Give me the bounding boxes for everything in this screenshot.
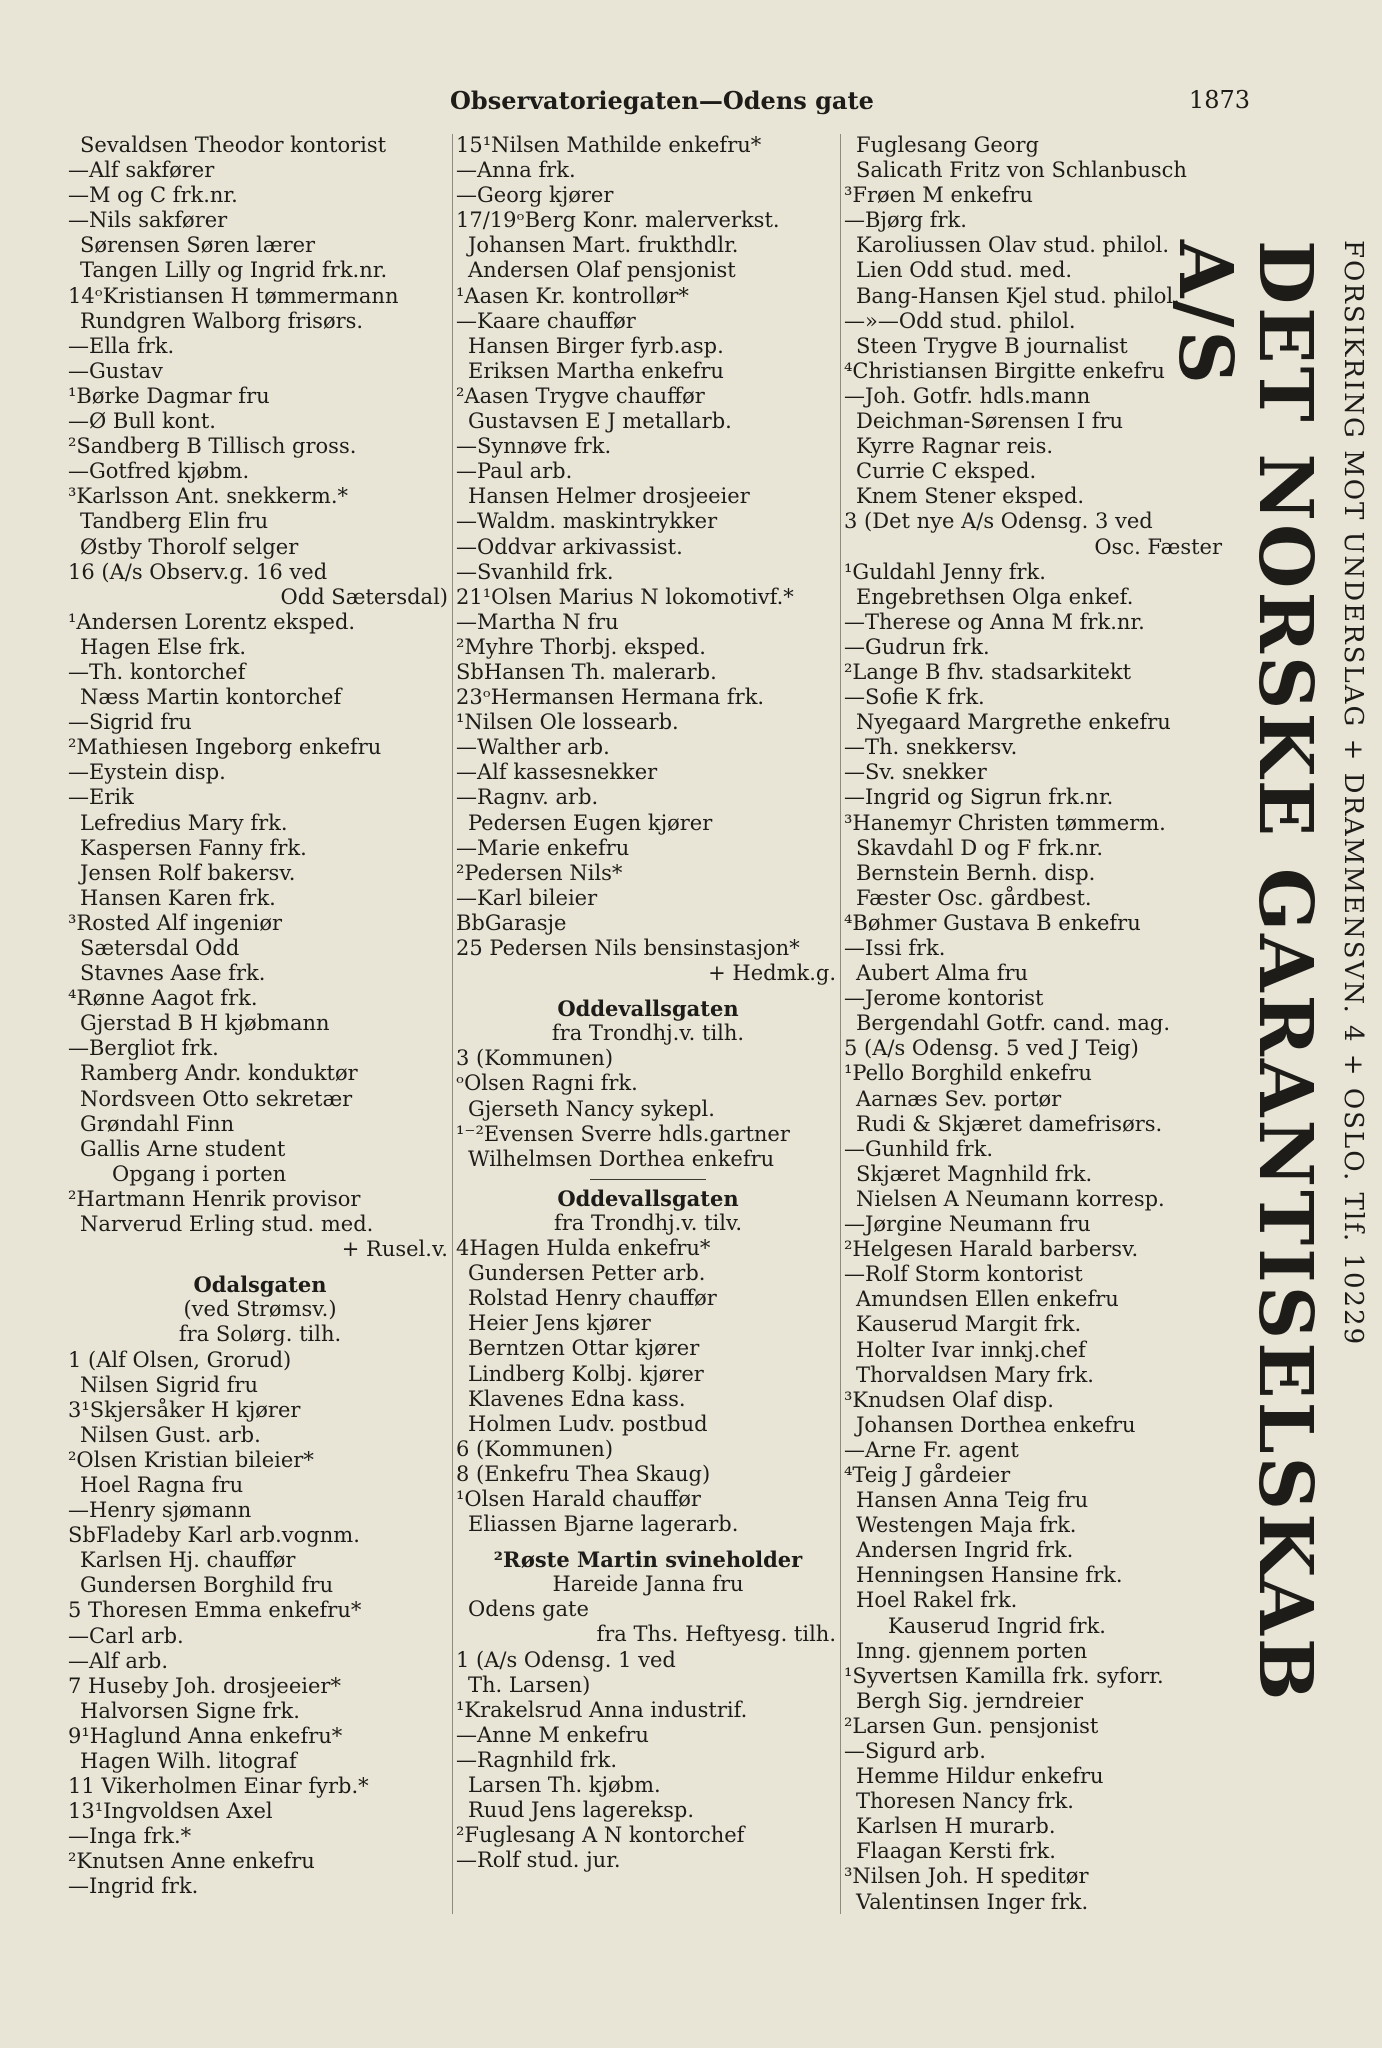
directory-entry: —Ragnhild frk. [456,1747,618,1772]
directory-entry: Grøndahl Finn [80,1111,235,1136]
page-title: Observatoriegaten—Odens gate [450,86,874,115]
directory-entry: 7 Huseby Joh. drosjeeier* [68,1673,341,1698]
directory-entry: Gustavsen E J metallarb. [468,409,732,434]
directory-entry: 11 Vikerholmen Einar fyrb.* [68,1774,369,1799]
directory-entry: Opgang i porten [112,1161,287,1186]
directory-entry: —Th. snekkersv. [844,735,1018,760]
directory-entry: Nordsveen Otto sekretær [80,1086,353,1111]
directory-entry: Andersen Ingrid frk. [856,1538,1074,1563]
directory-entry: Hagen Else frk. [80,634,247,659]
directory-entry: ²Aasen Trygve chauffør [456,383,705,408]
directory-entry: ²Helgesen Harald barbersv. [844,1237,1139,1262]
directory-entry: 9¹Haglund Anna enkefru* [68,1723,343,1748]
directory-entry: —Kaare chauffør [456,308,636,333]
directory-entry: —»—Odd stud. philol. [844,308,1076,333]
directory-entry-continuation: Osc. Fæster [1094,534,1222,559]
directory-entry: Pedersen Eugen kjører [468,810,713,835]
directory-entry: Kaspersen Fanny frk. [80,835,307,860]
directory-entry: Nilsen Sigrid fru [80,1372,258,1397]
directory-entry: Gallis Arne student [80,1136,286,1161]
directory-entry: Johansen Dorthea enkefru [856,1412,1136,1437]
directory-entry: Karoliussen Olav stud. philol. [856,233,1169,258]
directory-entry: ⁴Rønne Aagot frk. [68,986,258,1011]
directory-entry: Sevaldsen Theodor kontorist [80,133,387,157]
street-heading: (ved Strømsv.) [183,1297,337,1322]
directory-entry: Nielsen A Neumann korresp. [856,1186,1165,1211]
directory-entry: Larsen Th. kjøbm. [468,1773,661,1797]
directory-entry: ⁴Bøhmer Gustava B enkefru [844,910,1141,935]
directory-entry: Heier Jens kjører [468,1311,651,1336]
directory-entry: Halvorsen Signe frk. [80,1698,300,1723]
directory-entry: Tandberg Elin fru [80,509,269,534]
directory-entry: Westengen Maja frk. [856,1513,1077,1538]
directory-entry: —Rolf Storm kontorist [844,1262,1083,1287]
directory-entry: —Eystein disp. [68,760,226,785]
directory-entry: ¹Nilsen Ole lossearb. [456,710,679,735]
directory-entry: 1 (A/s Odensg. 1 ved [456,1647,676,1672]
directory-entry: —Sofie K frk. [844,685,985,710]
directory-entry: —Gotfred kjøbm. [68,459,250,484]
directory-entry: Deichman-Sørensen I fru [856,409,1124,434]
directory-entry: Thoresen Nancy frk. [856,1789,1074,1814]
directory-entry: ²Knutsen Anne enkefru [68,1849,315,1874]
directory-entry: Hoel Ragna fru [80,1472,244,1497]
directory-entry: Klavenes Edna kass. [468,1386,686,1411]
directory-entry: Eriksen Martha enkefru [468,358,724,383]
directory-entry: —Ingrid og Sigrun frk.nr. [844,785,1114,810]
directory-entry: ²Lange B fhv. stadsarkitekt [844,659,1132,684]
directory-entry: Flaagan Kersti frk. [856,1839,1056,1864]
directory-entry-continuation: + Rusel.v. [341,1237,448,1262]
directory-entry: —M og C frk.nr. [68,183,238,208]
directory-entry: ³Hanemyr Christen tømmerm. [844,810,1166,835]
street-heading: Oddevallsgaten [557,996,739,1022]
directory-entry: Karlsen H murarb. [856,1814,1056,1839]
street-heading: fra Trondhj.v. tilh. [551,1021,745,1046]
directory-entry: 3¹Skjersåker H kjører [68,1397,301,1422]
directory-entry: Salicath Fritz von Schlanbusch [856,158,1187,183]
directory-entry: Wilhelmsen Dorthea enkefru [468,1146,775,1171]
directory-entry: ³Karlsson Ant. snekkerm.* [68,484,348,509]
directory-entry: 5 Thoresen Emma enkefru* [68,1598,362,1623]
directory-entry: Hoel Rakel frk. [856,1588,1018,1613]
directory-entry: 23ᵒHermansen Hermana frk. [456,685,765,710]
directory-entry: Ramberg Andr. konduktør [80,1061,358,1086]
directory-entry: Lefredius Mary frk. [80,810,288,835]
directory-entry: Fuglesang Georg [856,133,1039,157]
directory-entry: Skavdahl D og F frk.nr. [856,835,1104,860]
directory-entry: ³Knudsen Olaf disp. [844,1387,1054,1412]
directory-entry: BbGarasje [456,910,567,935]
street-heading: fra Solørg. tilh. [178,1322,342,1347]
directory-entry: —Svanhild frk. [456,559,614,584]
directory-entry: —Marie enkefru [456,835,630,860]
directory-entry: —Karl bileier [456,885,598,910]
street-heading: Hareide Janna fru [552,1572,744,1597]
directory-entry: ¹Krakelsrud Anna industrif. [456,1697,748,1722]
directory-entry: 5 (A/s Odensg. 5 ved J Teig) [844,1036,1139,1061]
directory-entry: —Rolf stud. jur. [456,1848,621,1873]
directory-entry: Bernstein Bernh. disp. [856,860,1096,885]
directory-entry: —Georg kjører [456,183,614,208]
directory-entry-continuation: Odd Sætersdal) [280,584,448,609]
directory-entry: Gundersen Petter arb. [468,1261,706,1286]
directory-entry: Aarnæs Sev. portør [856,1086,1062,1111]
directory-entry: ²Myhre Thorbj. eksped. [456,634,706,659]
directory-entry: Amundsen Ellen enkefru [856,1287,1119,1312]
page-number: 1873 [1188,86,1250,114]
directory-entry: 3 (Det nye A/s Odensg. 3 ved [844,509,1153,534]
section-spacer [456,986,840,996]
directory-entry: Gjerseth Nancy sykepl. [468,1096,715,1121]
directory-entry: ¹Syvertsen Kamilla frk. syforr. [844,1663,1164,1688]
directory-entry: ²Mathiesen Ingeborg enkefru [68,735,382,760]
directory-entry: Stavnes Aase frk. [80,961,266,986]
directory-entry: Currie C eksped. [856,459,1037,484]
directory-entry: Steen Trygve B journalist [856,333,1128,358]
directory-entry: Holmen Ludv. postbud [468,1411,708,1436]
directory-entry: ²Fuglesang A N kontorchef [456,1823,745,1848]
directory-entry: ¹Guldahl Jenny frk. [844,559,1046,584]
directory-entry: —Issi frk. [844,936,946,960]
street-heading: Odalsgaten [193,1272,327,1298]
directory-entry: —Jørgine Neumann fru [844,1212,1091,1237]
directory-entry: Jensen Rolf bakersv. [80,860,296,885]
directory-entry: Bang-Hansen Kjel stud. philol. [856,283,1180,308]
column-3 [844,133,1226,1915]
directory-entry: ²Larsen Gun. pensjonist [844,1713,1099,1738]
directory-entry: —Sv. snekker [844,760,987,785]
street-heading: ²Røste Martin svineholder [493,1547,803,1573]
directory-entry: —Th. kontorchef [68,659,246,684]
section-rule [456,1172,840,1186]
directory-entry-continuation: + Hedmk.g. [708,961,836,986]
directory-entry: —Alf sakfører [68,158,215,183]
directory-entry: —Waldm. maskintrykker [456,509,718,534]
directory-entry: Kauserud Margit frk. [856,1312,1082,1337]
directory-entry: 17/19ᵒBerg Konr. malerverkst. [456,208,780,233]
advert-company-name: DET NORSKE GARANTISELSKAB A/S [1162,240,1328,1704]
directory-entry: —Paul arb. [456,459,573,484]
street-heading: Oddevallsgaten [557,1185,739,1211]
directory-entry: —Therese og Anna M frk.nr. [844,609,1145,634]
directory-entry: —Arne Fr. agent [844,1437,1019,1462]
directory-entry: Rundgren Walborg frisørs. [80,308,364,333]
directory-entry: —Inga frk.* [68,1824,192,1849]
directory-entry: 13¹Ingvoldsen Axel [68,1799,273,1824]
directory-entry: —Martha N fru [456,609,619,634]
directory-entry: Sætersdal Odd [80,936,240,960]
directory-entry: 21¹Olsen Marius N lokomotivf.* [456,584,794,609]
directory-entry: Næss Martin kontorchef [80,685,342,710]
directory-entry: Hansen Karen frk. [80,885,276,910]
directory-entry: —Walther arb. [456,735,610,760]
section-spacer [456,1537,840,1547]
directory-entry-continuation: fra Ths. Heftyesg. tilh. [596,1622,836,1647]
directory-entry: SbHansen Th. malerarb. [456,659,717,684]
directory-entry: Hemme Hildur enkefru [856,1764,1104,1789]
directory-entry: ²Hartmann Henrik provisor [68,1186,361,1211]
column-2 [456,133,840,1873]
directory-entry: —Alf arb. [68,1648,169,1673]
directory-entry: ¹Olsen Harald chauffør [456,1486,701,1511]
directory-entry: SbFladeby Karl arb.vognm. [68,1523,360,1548]
directory-entry: Bergendahl Gotfr. cand. mag. [856,1011,1171,1036]
directory-entry: Johansen Mart. frukthdlr. [468,233,739,258]
directory-entry: ¹Pello Borghild enkefru [844,1061,1092,1086]
directory-entry: Thorvaldsen Mary frk. [856,1362,1094,1387]
directory-entry: Inng. gjennem porten [856,1638,1088,1663]
directory-entry: ¹⁻²Evensen Sverre hdls.gartner [456,1121,790,1146]
directory-entry: —Ø Bull kont. [68,409,216,434]
directory-entry: —Oddvar arkivassist. [456,534,683,559]
directory-entry: —Ingrid frk. [68,1874,199,1899]
directory-entry: Fæster Osc. gårdbest. [856,885,1092,910]
directory-entry: ³Nilsen Joh. H speditør [844,1864,1089,1889]
directory-entry: Knem Stener eksped. [856,484,1085,509]
directory-entry: Gjerstad B H kjøbmann [80,1011,330,1036]
directory-entry: Odens gate [468,1597,589,1622]
directory-entry: —Gustav [68,358,163,383]
directory-entry: 1 (Alf Olsen, Grorud) [68,1347,292,1372]
advertisement-sidebar [1162,240,1382,1760]
directory-entry: —Jerome kontorist [844,986,1044,1011]
directory-entry: 14ᵒKristiansen H tømmermann [68,283,399,308]
section-spacer [68,1262,452,1272]
directory-entry: Holter Ivar innkj.chef [856,1337,1086,1362]
directory-entry: Østby Thorolf selger [80,534,299,559]
directory-entry: ¹Børke Dagmar fru [68,383,270,408]
directory-entry: ²Pedersen Nils* [456,860,623,885]
directory-entry: Ruud Jens lagereksp. [468,1798,694,1823]
directory-entry: 4Hagen Hulda enkefru* [456,1236,711,1261]
column-divider [840,134,841,1914]
directory-entry: Henningsen Hansine frk. [856,1563,1123,1588]
directory-entry: ²Sandberg B Tillisch gross. [68,434,357,459]
directory-entry: —Gudrun frk. [844,634,990,659]
directory-entry: —Henry sjømann [68,1498,252,1523]
street-heading: fra Trondhj.v. tilv. [553,1210,742,1235]
directory-entry: Skjæret Magnhild frk. [856,1161,1093,1186]
directory-entry: Nilsen Gust. arb. [80,1422,261,1447]
directory-entry: Lindberg Kolbj. kjører [468,1361,704,1386]
directory-entry: 3 (Kommunen) [456,1046,614,1071]
directory-entry: Lien Odd stud. med. [856,258,1073,283]
directory-entry: ²Olsen Kristian bileier* [68,1447,314,1472]
directory-entry: ᵒOlsen Ragni frk. [456,1071,638,1096]
directory-entry: ³Frøen M enkefru [844,183,1033,208]
directory-entry: Hagen Wilh. litograf [80,1749,297,1773]
directory-entry: Andersen Olaf pensjonist [468,258,736,283]
column-divider [452,134,453,1914]
directory-entry: —Sigrid fru [68,710,192,735]
directory-entry: —Alf kassesnekker [456,760,658,785]
directory-entry: Eliassen Bjarne lagerarb. [468,1512,739,1537]
directory-entry: Berntzen Ottar kjører [468,1336,700,1361]
directory-entry: —Bjørg frk. [844,208,967,233]
directory-entry: Hansen Helmer drosjeeier [468,484,750,509]
directory-entry: —Sigurd arb. [844,1739,986,1763]
page-header [60,86,1250,126]
directory-entry: —Anna frk. [456,158,576,183]
directory-entry: ⁴Christiansen Birgitte enkefru [844,358,1165,383]
directory-entry: Aubert Alma fru [856,961,1029,986]
directory-entry: —Anne M enkefru [456,1722,649,1747]
directory-entry: —Gunhild frk. [844,1136,994,1161]
directory-entry: Hansen Anna Teig fru [856,1488,1089,1513]
directory-entry: —Erik [68,785,134,810]
column-1 [68,133,452,1900]
directory-entry: —Ragnv. arb. [456,785,599,810]
directory-entry: 8 (Enkefru Thea Skaug) [456,1461,711,1486]
advert-tagline: FORSIKRING MOT UNDERSLAG + DRAMMENSVN. 4 + OSLO. Tlf. 10229 [1338,240,1368,1347]
directory-entry: —Synnøve frk. [456,434,612,459]
directory-entry: ³Rosted Alf ingeniør [68,910,282,935]
directory-entry: —Nils sakfører [68,208,228,233]
directory-entry: Tangen Lilly og Ingrid frk.nr. [80,258,388,283]
directory-entry: 16 (A/s Observ.g. 16 ved [68,559,328,584]
directory-entry: Nyegaard Margrethe enkefru [856,710,1171,735]
directory-entry: Hansen Birger fyrb.asp. [468,333,724,358]
directory-entry: 6 (Kommunen) [456,1436,614,1461]
directory-entry: 25 Pedersen Nils bensinstasjon* [456,936,800,960]
directory-entry: —Ella frk. [68,333,175,358]
directory-entry: —Carl arb. [68,1623,184,1648]
directory-entry: Gundersen Borghild fru [80,1573,334,1598]
directory-entry: 15¹Nilsen Mathilde enkefru* [456,133,762,157]
directory-entry: ¹Aasen Kr. kontrollør* [456,283,689,308]
directory-entry: Kauserud Ingrid frk. [888,1613,1106,1638]
directory-entry: Th. Larsen) [468,1672,591,1697]
directory-entry: Narverud Erling stud. med. [80,1212,374,1237]
directory-entry: Karlsen Hj. chauffør [80,1548,296,1573]
directory-entry: Rudi & Skjæret damefrisørs. [856,1111,1163,1136]
directory-entry: ¹Andersen Lorentz eksped. [68,609,356,634]
directory-entry: Kyrre Ragnar reis. [856,434,1054,459]
directory-entry: Valentinsen Inger frk. [856,1889,1089,1914]
directory-entry: ⁴Teig J gårdeier [844,1462,1011,1487]
directory-entry: Bergh Sig. jerndreier [856,1688,1084,1713]
directory-entry: Engebrethsen Olga enkef. [856,584,1134,609]
directory-entry: Rolstad Henry chauffør [468,1286,717,1311]
directory-entry: —Joh. Gotfr. hdls.mann [844,383,1091,408]
directory-entry: —Bergliot frk. [68,1036,219,1061]
directory-entry: Sørensen Søren lærer [80,233,316,258]
